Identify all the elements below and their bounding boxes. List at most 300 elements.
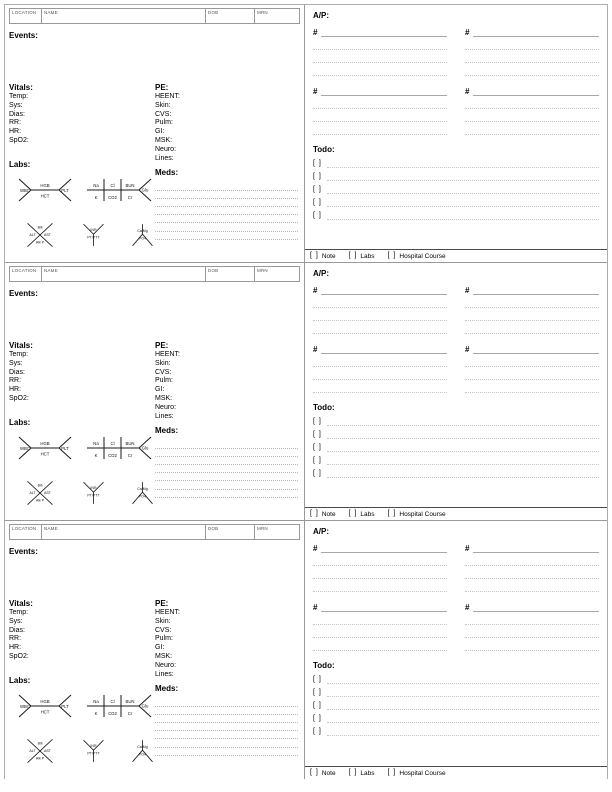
ap-title-line bbox=[321, 294, 447, 295]
ap-problem-grid bbox=[313, 541, 599, 651]
ap-problem-number-marker: # bbox=[465, 28, 470, 37]
pe-item: Skin: bbox=[155, 359, 171, 367]
todo-item bbox=[313, 155, 599, 168]
todo-item bbox=[313, 671, 599, 684]
patient-card bbox=[5, 521, 607, 779]
meds-line bbox=[155, 207, 298, 215]
todo-write-in-line bbox=[327, 206, 599, 207]
bmp-k-label: K bbox=[94, 194, 98, 200]
pe-item: Neuro: bbox=[155, 145, 177, 153]
ap-problem-block bbox=[465, 84, 599, 135]
name-field-box bbox=[41, 266, 206, 282]
footer-hospital-course-item bbox=[388, 252, 446, 260]
labs-label: Labs bbox=[360, 769, 375, 777]
hospital-course-label: Hospital Course bbox=[399, 769, 446, 777]
location-field-box bbox=[9, 266, 42, 282]
patient-left-panel bbox=[5, 521, 304, 779]
todo-list bbox=[313, 155, 599, 220]
meds-line bbox=[155, 465, 298, 473]
labs-checkbox: [ ] bbox=[348, 769, 358, 776]
patient-card bbox=[5, 5, 607, 263]
patient-left-panel bbox=[5, 263, 304, 520]
vitals-item: HR: bbox=[9, 644, 22, 652]
bmp-k-label: K bbox=[94, 710, 98, 716]
coags-fishbone-diagram bbox=[81, 477, 106, 509]
bmp-cl-label: Cl bbox=[110, 182, 115, 188]
ap-write-in-line bbox=[313, 63, 447, 76]
lft-ast-label: AST bbox=[44, 491, 51, 496]
card-footer-checklist bbox=[305, 249, 607, 262]
lft-ast-label: AST bbox=[44, 233, 51, 238]
patient-left-panel bbox=[5, 5, 304, 262]
ap-title-line bbox=[321, 95, 447, 96]
cbc-hct-label: HCT bbox=[40, 451, 50, 457]
ap-write-in-line bbox=[313, 321, 447, 334]
vitals-item: Temp: bbox=[9, 609, 29, 616]
ap-problem-block bbox=[313, 84, 447, 135]
footer-labs-item bbox=[349, 510, 375, 518]
todo-write-in-line bbox=[327, 438, 599, 439]
pe-item: HEENT: bbox=[155, 351, 180, 358]
cbc-hgb-label: HGB bbox=[40, 182, 50, 188]
labs-heading: Labs: bbox=[9, 159, 31, 169]
ap-title-line bbox=[321, 552, 447, 553]
todo-item bbox=[313, 439, 599, 452]
location-field-label: LOCATION bbox=[12, 10, 37, 15]
pe-list bbox=[155, 351, 300, 421]
labs-fishbone-row-1 bbox=[9, 432, 155, 464]
pe-item: MSK: bbox=[155, 136, 173, 144]
ca-mg-label: Ca/Mg bbox=[137, 744, 148, 749]
todo-checkbox: [ ] bbox=[313, 702, 322, 709]
ap-problem-block bbox=[313, 600, 447, 651]
ap-title-line bbox=[473, 611, 599, 612]
ap-problem-number-marker: # bbox=[313, 603, 318, 612]
pe-item: Lines: bbox=[155, 670, 174, 678]
bmp-glu-label: Glu bbox=[141, 703, 149, 709]
ap-problem-number-marker: # bbox=[313, 286, 318, 295]
lft-alt-label: ALT bbox=[29, 233, 36, 238]
meds-line bbox=[155, 739, 298, 747]
po4-label: PO4 bbox=[138, 494, 147, 499]
labs-label: Labs bbox=[360, 252, 375, 260]
ca-mg-phos-fishbone-diagram bbox=[130, 219, 155, 251]
todo-write-in-line bbox=[327, 696, 599, 697]
bmp-bun-label: BUN bbox=[125, 182, 135, 188]
ap-problem-block bbox=[465, 283, 599, 334]
lft-alt-label: ALT bbox=[29, 491, 36, 496]
vitals-item: HR: bbox=[9, 128, 22, 136]
todo-write-in-line bbox=[327, 722, 599, 723]
meds-write-in-lines bbox=[155, 698, 298, 755]
labs-checkbox: [ ] bbox=[348, 252, 358, 259]
ap-write-in-line bbox=[465, 109, 599, 122]
labs-fishbone-row-1 bbox=[9, 690, 155, 722]
lft-alt-label: ALT bbox=[29, 749, 36, 754]
ap-title-line bbox=[321, 611, 447, 612]
lft-alkp-label: Alk P bbox=[35, 756, 45, 761]
ap-write-in-line bbox=[313, 553, 447, 566]
todo-item bbox=[313, 452, 599, 465]
ap-write-in-line bbox=[465, 122, 599, 135]
meds-line bbox=[155, 232, 298, 240]
ap-write-in-line bbox=[313, 295, 447, 308]
footer-note-item bbox=[310, 252, 336, 260]
events-heading: Events: bbox=[9, 547, 38, 556]
location-field-label: LOCATION bbox=[12, 526, 37, 531]
ap-problem-block bbox=[465, 600, 599, 651]
coags-inr-label: INR bbox=[90, 227, 97, 232]
name-field-label: NAME bbox=[44, 526, 58, 531]
ap-write-in-line bbox=[465, 380, 599, 393]
vitals-item: SpO2: bbox=[9, 394, 29, 402]
todo-checkbox: [ ] bbox=[313, 444, 322, 451]
bmp-co2-label: CO2 bbox=[108, 194, 117, 200]
hospital-course-label: Hospital Course bbox=[399, 252, 446, 260]
ap-write-in-line bbox=[465, 566, 599, 579]
meds-heading: Meds: bbox=[155, 168, 179, 178]
ap-title-line bbox=[473, 36, 599, 37]
ap-problem-number-marker: # bbox=[313, 345, 318, 354]
vitals-list bbox=[9, 351, 155, 404]
location-field-box bbox=[9, 8, 42, 24]
hospital-course-checkbox: [ ] bbox=[387, 252, 397, 259]
vitals-labs-column bbox=[9, 83, 155, 252]
pe-item: GI: bbox=[155, 644, 165, 652]
todo-heading: Todo: bbox=[313, 145, 335, 154]
todo-checkbox: [ ] bbox=[313, 457, 322, 464]
ap-problem-block bbox=[465, 541, 599, 592]
events-heading: Events: bbox=[9, 31, 38, 40]
ap-write-in-line bbox=[313, 367, 447, 380]
todo-checkbox: [ ] bbox=[313, 470, 322, 477]
cbc-wbc-label: WBC bbox=[19, 187, 31, 193]
mrn-field-label: MRN bbox=[257, 526, 268, 531]
todo-checkbox: [ ] bbox=[313, 418, 322, 425]
pe-heading: PE: bbox=[155, 599, 169, 608]
todo-checkbox: [ ] bbox=[313, 689, 322, 696]
bmp-na-label: Na bbox=[93, 182, 99, 188]
ap-problem-number-marker: # bbox=[465, 87, 470, 96]
pe-item: Skin: bbox=[155, 101, 171, 109]
coags-inr-label: INR bbox=[90, 743, 97, 748]
ap-write-in-line bbox=[313, 122, 447, 135]
name-field-label: NAME bbox=[44, 10, 58, 15]
vitals-pe-columns bbox=[9, 599, 300, 768]
ap-write-in-line bbox=[313, 380, 447, 393]
footer-labs-item bbox=[349, 252, 375, 260]
hospital-course-label: Hospital Course bbox=[399, 510, 446, 518]
meds-line bbox=[155, 481, 298, 489]
meds-line bbox=[155, 199, 298, 207]
lft-ast-label: AST bbox=[44, 749, 51, 754]
footer-note-item bbox=[310, 510, 336, 518]
ap-write-in-line bbox=[465, 625, 599, 638]
labs-label: Labs bbox=[360, 510, 375, 518]
todo-write-in-line bbox=[327, 219, 599, 220]
cbc-plt-label: PLT bbox=[61, 703, 69, 709]
ap-write-in-line bbox=[313, 625, 447, 638]
vitals-item: Sys: bbox=[9, 101, 23, 109]
ap-write-in-line bbox=[465, 308, 599, 321]
ap-problem-number-marker: # bbox=[465, 345, 470, 354]
meds-line bbox=[155, 215, 298, 223]
todo-checkbox: [ ] bbox=[313, 212, 322, 219]
ap-problem-block bbox=[465, 342, 599, 393]
todo-checkbox: [ ] bbox=[313, 173, 322, 180]
vitals-item: Sys: bbox=[9, 617, 23, 625]
ap-title-line bbox=[473, 95, 599, 96]
meds-line bbox=[155, 182, 298, 190]
meds-line bbox=[155, 748, 298, 756]
meds-line bbox=[155, 723, 298, 731]
lft-alkp-label: Alk P bbox=[35, 240, 45, 245]
meds-line bbox=[155, 715, 298, 723]
vitals-item: RR: bbox=[9, 119, 22, 127]
bmp-glu-label: Glu bbox=[141, 187, 149, 193]
labs-heading: Labs: bbox=[9, 675, 31, 685]
vitals-item: Dias: bbox=[9, 110, 25, 118]
pe-item: Lines: bbox=[155, 154, 174, 162]
po4-label: PO4 bbox=[138, 752, 147, 757]
ap-write-in-line bbox=[465, 367, 599, 380]
ap-write-in-line bbox=[465, 612, 599, 625]
vitals-item: SpO2: bbox=[9, 136, 29, 144]
bmp-bun-label: BUN bbox=[125, 440, 135, 446]
ap-problem-number-marker: # bbox=[313, 28, 318, 37]
note-checkbox: [ ] bbox=[310, 769, 319, 776]
ap-write-in-line bbox=[465, 37, 599, 50]
bmp-glu-label: Glu bbox=[141, 445, 149, 451]
cbc-wbc-label: WBC bbox=[19, 445, 31, 451]
todo-write-in-line bbox=[327, 167, 599, 168]
ap-heading: A/P: bbox=[313, 11, 329, 20]
ap-title-line bbox=[321, 36, 447, 37]
assessment-plan-panel bbox=[304, 5, 607, 262]
ca-mg-phos-fishbone-diagram bbox=[130, 735, 155, 767]
coags-pt-ptt-label: PT/PTT bbox=[87, 235, 100, 240]
labs-fishbone-row-2 bbox=[9, 476, 155, 510]
todo-item bbox=[313, 723, 599, 736]
location-field-box bbox=[9, 524, 42, 540]
bmp-cl-label: Cl bbox=[110, 440, 115, 446]
ap-problem-number-marker: # bbox=[465, 603, 470, 612]
footer-labs-item bbox=[349, 769, 375, 777]
bmp-co2-label: CO2 bbox=[108, 452, 117, 458]
vitals-labs-column bbox=[9, 341, 155, 510]
todo-item bbox=[313, 710, 599, 723]
vitals-item: Temp: bbox=[9, 351, 29, 358]
vitals-item: RR: bbox=[9, 635, 22, 643]
todo-checkbox: [ ] bbox=[313, 728, 322, 735]
mrn-field-box bbox=[254, 266, 300, 282]
ap-write-in-line bbox=[465, 96, 599, 109]
lft-fishbone-diagram bbox=[25, 476, 55, 510]
todo-item bbox=[313, 684, 599, 697]
coags-inr-label: INR bbox=[90, 485, 97, 490]
vitals-item: Dias: bbox=[9, 626, 25, 634]
bmp-bun-label: BUN bbox=[125, 698, 135, 704]
ap-title-line bbox=[473, 552, 599, 553]
vitals-heading: Vitals: bbox=[9, 83, 33, 92]
lft-fishbone-diagram bbox=[25, 734, 55, 768]
labs-fishbone-row-2 bbox=[9, 218, 155, 252]
pe-heading: PE: bbox=[155, 341, 169, 350]
todo-heading: Todo: bbox=[313, 661, 335, 670]
lft-fishbone-diagram bbox=[25, 218, 55, 252]
name-field-box bbox=[41, 8, 206, 24]
todo-write-in-line bbox=[327, 451, 599, 452]
ap-write-in-line bbox=[313, 109, 447, 122]
ap-problem-number-marker: # bbox=[465, 544, 470, 553]
bmp-k-label: K bbox=[94, 452, 98, 458]
patient-header-row bbox=[9, 524, 300, 540]
todo-write-in-line bbox=[327, 180, 599, 181]
pe-item: Pulm: bbox=[155, 635, 173, 643]
ap-write-in-line bbox=[313, 579, 447, 592]
pe-item: HEENT: bbox=[155, 609, 180, 616]
todo-item bbox=[313, 207, 599, 220]
cbc-plt-label: PLT bbox=[61, 187, 69, 193]
lft-bili-label: Bili bbox=[37, 225, 43, 230]
note-label: Note bbox=[321, 769, 336, 777]
todo-item bbox=[313, 426, 599, 439]
ap-heading: A/P: bbox=[313, 527, 329, 536]
meds-line bbox=[155, 191, 298, 199]
ap-write-in-line bbox=[313, 96, 447, 109]
ap-write-in-line bbox=[313, 638, 447, 651]
mrn-field-label: MRN bbox=[257, 10, 268, 15]
ap-write-in-line bbox=[313, 354, 447, 367]
pe-list bbox=[155, 609, 300, 679]
ap-problem-number-marker: # bbox=[465, 286, 470, 295]
pe-meds-column bbox=[155, 341, 300, 510]
events-heading: Events: bbox=[9, 289, 38, 298]
ap-write-in-line bbox=[313, 612, 447, 625]
vitals-item: RR: bbox=[9, 377, 22, 385]
ap-problem-number-marker: # bbox=[313, 544, 318, 553]
dob-field-label: DOB bbox=[208, 526, 219, 531]
ap-title-line bbox=[473, 294, 599, 295]
hospital-course-checkbox: [ ] bbox=[387, 510, 397, 517]
ap-write-in-line bbox=[313, 37, 447, 50]
cbc-hct-label: HCT bbox=[40, 193, 50, 199]
ap-problem-block bbox=[313, 25, 447, 76]
todo-item bbox=[313, 465, 599, 478]
vitals-item: Dias: bbox=[9, 368, 25, 376]
ap-write-in-line bbox=[465, 553, 599, 566]
ap-write-in-line bbox=[313, 308, 447, 321]
lft-bili-label: Bili bbox=[37, 483, 43, 488]
footer-note-item bbox=[310, 769, 336, 777]
ap-problem-block bbox=[313, 283, 447, 334]
bmp-co2-label: CO2 bbox=[108, 710, 117, 716]
dob-field-label: DOB bbox=[208, 268, 219, 273]
coags-pt-ptt-label: PT/PTT bbox=[87, 493, 100, 498]
ap-write-in-line bbox=[313, 566, 447, 579]
labs-heading: Labs: bbox=[9, 417, 31, 427]
ap-write-in-line bbox=[465, 321, 599, 334]
meds-line bbox=[155, 473, 298, 481]
bmp-cl-label: Cl bbox=[110, 698, 115, 704]
footer-hospital-course-item bbox=[388, 769, 446, 777]
todo-item bbox=[313, 697, 599, 710]
pe-item: CVS: bbox=[155, 626, 172, 634]
mrn-field-label: MRN bbox=[257, 268, 268, 273]
ap-write-in-line bbox=[313, 50, 447, 63]
pe-item: Neuro: bbox=[155, 403, 177, 411]
ca-mg-phos-fishbone-diagram bbox=[130, 477, 155, 509]
cbc-fishbone-diagram bbox=[17, 174, 73, 206]
todo-item bbox=[313, 181, 599, 194]
meds-line bbox=[155, 223, 298, 231]
ap-write-in-line bbox=[465, 295, 599, 308]
todo-write-in-line bbox=[327, 477, 599, 478]
ca-mg-label: Ca/Mg bbox=[137, 228, 148, 233]
pe-item: MSK: bbox=[155, 394, 173, 402]
pe-item: Skin: bbox=[155, 617, 171, 625]
coags-fishbone-diagram bbox=[81, 219, 106, 251]
note-label: Note bbox=[321, 252, 336, 260]
meds-write-in-lines bbox=[155, 440, 298, 497]
rounding-sheet-page bbox=[4, 4, 608, 779]
pe-item: GI: bbox=[155, 386, 165, 394]
bmp-fishbone-diagram bbox=[87, 174, 153, 206]
name-field-label: NAME bbox=[44, 268, 58, 273]
coags-pt-ptt-label: PT/PTT bbox=[87, 751, 100, 756]
vitals-list bbox=[9, 93, 155, 146]
pe-list bbox=[155, 93, 300, 163]
vitals-item: Temp: bbox=[9, 93, 29, 100]
labs-fishbone-row-1 bbox=[9, 174, 155, 206]
todo-item bbox=[313, 194, 599, 207]
bmp-fishbone-diagram bbox=[87, 432, 153, 464]
todo-write-in-line bbox=[327, 464, 599, 465]
todo-write-in-line bbox=[327, 709, 599, 710]
todo-item bbox=[313, 168, 599, 181]
ap-problem-block bbox=[313, 342, 447, 393]
assessment-plan-panel bbox=[304, 263, 607, 520]
card-footer-checklist bbox=[305, 766, 607, 779]
cbc-hgb-label: HGB bbox=[40, 698, 50, 704]
ap-problem-number-marker: # bbox=[313, 87, 318, 96]
mrn-field-box bbox=[254, 524, 300, 540]
ap-problem-block bbox=[465, 25, 599, 76]
dob-field-box bbox=[205, 266, 255, 282]
todo-checkbox: [ ] bbox=[313, 431, 322, 438]
note-label: Note bbox=[321, 510, 336, 518]
todo-heading: Todo: bbox=[313, 403, 335, 412]
meds-line bbox=[155, 707, 298, 715]
ap-heading: A/P: bbox=[313, 269, 329, 278]
bmp-na-label: Na bbox=[93, 698, 99, 704]
todo-write-in-line bbox=[327, 193, 599, 194]
cbc-plt-label: PLT bbox=[61, 445, 69, 451]
patient-header-row bbox=[9, 8, 300, 24]
todo-checkbox: [ ] bbox=[313, 676, 322, 683]
pe-meds-column bbox=[155, 83, 300, 252]
assessment-plan-panel bbox=[304, 521, 607, 779]
meds-line bbox=[155, 449, 298, 457]
ap-title-line bbox=[473, 353, 599, 354]
lft-alkp-label: Alk P bbox=[35, 498, 45, 503]
pe-heading: PE: bbox=[155, 83, 169, 92]
bmp-cr-label: Cr bbox=[127, 194, 133, 200]
lft-bili-label: Bili bbox=[37, 741, 43, 746]
ap-problem-grid bbox=[313, 25, 599, 135]
meds-line bbox=[155, 698, 298, 706]
vitals-heading: Vitals: bbox=[9, 599, 33, 608]
